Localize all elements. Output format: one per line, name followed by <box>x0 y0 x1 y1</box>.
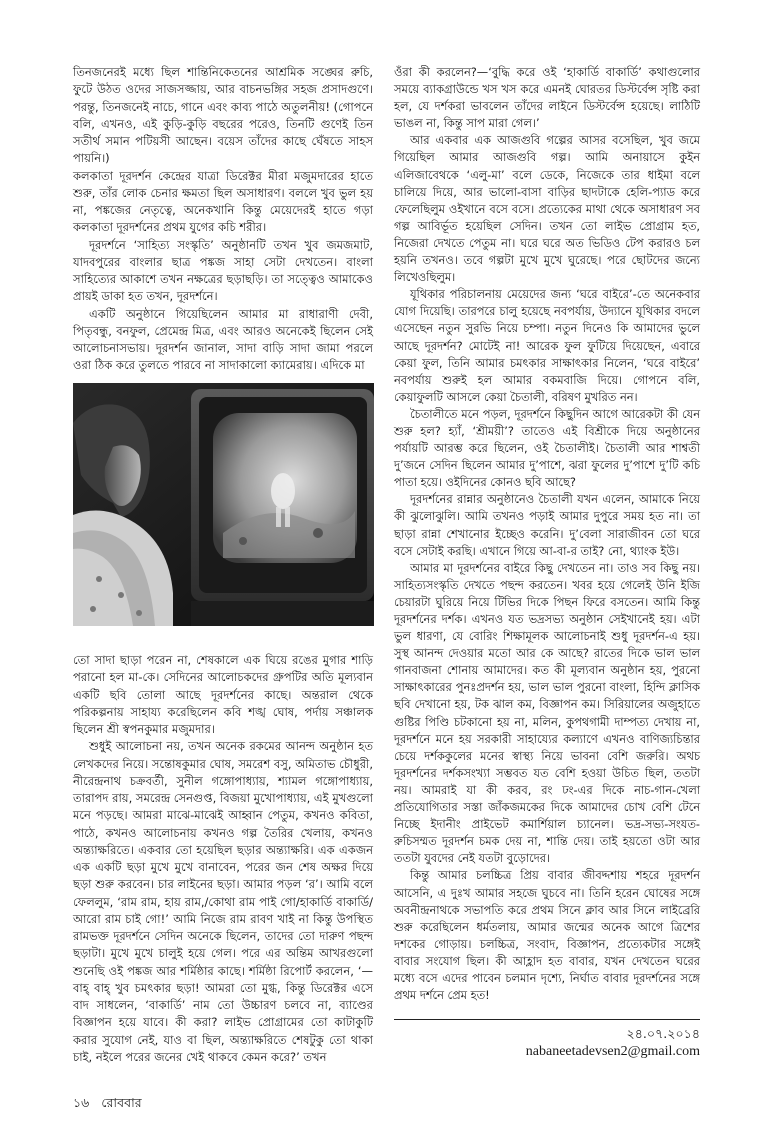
left-column-bottom <box>73 652 373 1066</box>
signature-divider <box>394 1019 700 1020</box>
paragraph: আর একবার এক আজগুবি গল্পের আসর বসেছিল, খুব জমে গিয়েছিল আমার আজগুবি গল্প। আমি অনায়াসে কুইন এলিজাবেথকে ‘এলু-মা’ বলে ডেকে, নিজেকে তার ধাইমা বলে চালিয়ে দিয়ে, আর ভালো-বাসা বাড়ির ছাদটাকে হেলি-প্যাড করে ফেলেছিলুম ওইখানে বসে বসে। প্রত্যেকের মাথা থেকে অসাধারণ সব গল্প আবির্ভূত হয়েছিল সেদিন। তখন তো লাইভ প্রোগ্রাম হত, নিজেরা দেখতে পেতুম না। ঘরে ঘরে অত ভিডিও টেপ করারও চল হয়নি তখনও। তবে গল্পটা মুখে মুখে ঘুরেছে। পরে ছোটদের জন্যে লিখেওছিলুম। <box>394 133 700 285</box>
paragraph: চৈতালীতে মনে পড়ল, দূরদর্শনে কিছুদিন আগে আরেকটা কী যেন শুরু হল? হ্যাঁ, ‘শ্রীময়ী’? তাতেও এই বিশ্রীকে দিয়ে অনুষ্ঠানের পর্যায়টি আরম্ভ করে ছিলেন, ওই চৈতালীই। চৈতালী আর শাশ্বতী দু’জনে সেদিন ছিলেন আমার দু’পাশে, ঝরা ফুলের দু’পাশে দু’টি কচি পাতা হয়ে। ওইদিনের কোনও ছবি আছে? <box>394 406 700 490</box>
photo-illustration <box>73 383 374 626</box>
page-footer <box>73 1095 150 1115</box>
right-column <box>394 64 700 1004</box>
paragraph: আমার মা দূরদর্শনের বাইরে কিছু দেখতেন না। তাও সব কিছু নয়। সাহিত্যসংস্কৃতি দেখতে পছন্দ করতেন। খবর হয়ে গেলেই উনি ইজি চেয়ারটা ঘুরিয়ে নিয়ে টিভির দিকে পিছন ফিরে বসতেন। আমি কিন্তু দূরদর্শনের দর্শক। এখনও যত ভদ্রসভ্য অনুষ্ঠান সেইখানেই হয়। এটা ভুল ধারণা, যে বোরিং শিক্ষামূলক আলোচনাই শুধু দূরদর্শন-এ হয়। সুস্থ আনন্দ দেওয়ার মতো আর কে আছে? রাতের দিকে ভাল ভাল গানবাজনা শোনায় আমাদের। কত কী মূল্যবান অনুষ্ঠান হয়, পুরনো সাক্ষাৎকারের পুনঃপ্রদর্শন হয়, ভাল ভাল পুরনো বাংলা, হিন্দি ক্লাসিক ছবি দেখানো হয়, টক ঝাল কম, বিজ্ঞাপন কম। সিরিয়ালের অজুহাতে গুষ্টির পিণ্ডি চটকানো হয় না, মলিন, কুপথগামী দাম্পত্য দেখায় না, দূরদর্শনে মনে হয় সরকারী সাহায্যের কল্যাণে এখনও বাণিজ্যচিন্তার চেয়ে দর্শককুলের মনের স্বাস্থ্য নিয়ে ভাবনা বেশি জরুরি। অথচ দূরদর্শনের দর্শকসংখ্যা সম্ভবত যত বেশি হওয়া উচিত ছিল, ততটা নয়। আমরাই যা কী করব, রং ঢং-এর দিকে নাচ-গান-খেলা প্রতিযোগিতার সস্তা জাঁকজমকের দিকে আমাদের চোখ বেশি টেনে নিচ্ছে ইদানীং প্রাইভেট কমার্শিয়াল চ্যানেল। ভদ্র-সভ্য-সংযত-রুচিসম্মত দূরদর্শন চমক দেয় না, শান্তি দেয়। তাই হয়তো ওটা আর ততটা যুবদের নেই যতটা বুড়োদের। <box>394 560 700 866</box>
article-date: ২৪.০৭.২০১৪ <box>626 1026 700 1041</box>
paragraph: কিন্তু আমার চলচ্চিত্র প্রিয় বাবার জীবদ্দশায় শহরে দূরদর্শন আসেনি, এ দুঃখ আমার সহজে ঘুচবে না। তিনি হরেন ঘোষের সঙ্গে অবনীন্দ্রনাথকে সভাপতি করে প্রথম সিনে ক্লাব আর সিনে লাইব্রেরি শুরু করেছিলেন ধর্মতলায়, আমার জন্মের অনেক আগে ত্রিশের দশকের গোড়ায়। চলচ্চিত্র, সংবাদ, বিজ্ঞাপন, প্রত্যেকটার সঙ্গেই বাবার সংযোগ ছিল। কী আহ্লাদ হত বাবার, যখন দেখতেন ঘরের মধ্যে বসে এদের পাবেন চলমান দৃশ্যে, নির্ঘাত বাবার দূরদর্শনের সঙ্গে প্রথম দর্শনে প্রেম হত! <box>394 868 700 1003</box>
paragraph: তিনজনেরই মধ্যে ছিল শান্তিনিকেতনের আশ্রমিক সঙ্ঘের রুচি, ফুটে উঠত ওদের সাজসজ্জায়, আর বাচনভঙ্গির সহজ প্রসাদগুণে। পরন্তু, তিনজনেই নাচে, গানে এবং কাব্য পাঠে অতুলনীয়! (গোপনে বলি, এখনও, এই কুড়ি-কুড়ি বছরের পরেও, তিনটি গুণেই তিন সতীর্থ সমান পটিয়সী আছেন। বয়েস তাঁদের কাছে ঘেঁষতে সাহস পায়নি।) <box>73 65 373 166</box>
magazine-name: রোববার <box>101 1095 142 1110</box>
paragraph: কলকাতা দূরদর্শন কেন্দ্রের যাত্রা ডিরেক্টর মীরা মজুমদারের হাতে শুরু, তাঁর লোক চেনার ক্ষমতা ছিল অসাধারণ। বললে খুব ভুল হয় না, পঙ্কজের নেতৃত্বে, অনেকখানি কিন্তু মেয়েদেরই হাতে গড়া কলকাতা দূরদর্শনের প্রথম যুগের কচি শরীর। <box>73 168 373 235</box>
paragraph: একটি অনুষ্ঠানে গিয়েছিলেন আমার মা রাধারাণী দেবী, পিতৃবন্ধু, বনফুল, প্রেমেন্দ্র মিত্র, এবং আরও অনেকেই ছিলেন সেই আলোচনাসভায়। দূরদর্শন জানাল, সাদা বাড়ি সাদা জামা পরলে ওরা ঠিক করে তুলতে পারবে না সাদাকালো ক্যামেরায়। এদিকে মা <box>73 306 373 373</box>
page-number: ১৬ <box>73 1095 90 1110</box>
left-column-top <box>73 64 373 375</box>
paragraph: ওঁরা কী করলেন?—‘বুদ্ধি করে ওই ‘হাকার্ডি বাকার্ডি’ কথাগুলোর সময়ে ব্যাকগ্রাউন্ডে খস খস করে এমনই ঘোরতর ডিস্টর্বেন্স সৃষ্টি করা হল, যে দর্শকরা ভাবলেন তাঁদের লাইনে ডিস্টর্বেন্স হয়েছে। লাঠিটি ভাঙল না, কিন্তু সাপ মারা গেল।’ <box>394 65 700 131</box>
paragraph: তো সাদা ছাড়া পরেন না, শেষকালে এক ঘিয়ে রঙের মুগার শাড়ি পরানো হল মা-কে। সেদিনের আলোচকদের গ্রুপটির অতি মূল্যবান একটি ছবি তোলা আছে দূরদর্শনের কাছে। অন্তরাল থেকে পরিকল্পনায় সাহায্য করেছিলেন কবি শঙ্খ ঘোষ, পর্দায় সঞ্চালক ছিলেন শ্রী স্বপনকুমার মজুমদার। <box>73 653 373 736</box>
paragraph: যূথিকার পরিচালনায় মেয়েদের জন্য ‘ঘরে বাইরে’-তে অনেকবার যোগ দিয়েছি। তারপরে চালু হয়েছে নবপর্যায়, উদ্যানে যূথিকার বদলে এসেছেন নতুন সুরভি নিয়ে চম্পা। নতুন দিনেও কি আমাদের ভুলে আছে দূরদর্শন? মোটেই না! আরেক ফুল ফুটিয়ে দিয়েছেন, এবারে কেয়া ফুল, তিনি আমার চমৎকার সাক্ষাৎকার নিলেন, ‘ঘরে বাইরে’ নবপর্যায় শুরুই হল আমার বকমবাজি দিয়ে। গোপনে বলি, কেয়াফুলটি আসলে কেয়া চৈতালী, বরিষণ মুখরিত নন। <box>394 287 700 404</box>
paragraph: শুধুই আলোচনা নয়, তখন অনেক রকমের আনন্দ অনুষ্ঠান হত লেখকদের নিয়ে। সন্তোষকুমার ঘোষ, সমরেশ বসু, অমিতাভ চৌধুরী, নীরেন্দ্রনাথ চক্রবর্তী, সুনীল গঙ্গোপাধ্যায়, শ্যামল গঙ্গোপাধ্যায়, তারাপদ রায়, সমরেন্দ্র সেনগুপ্ত, বিজয়া মুখোপাধ্যায়, এই মুখগুলো মনে পড়ছে। আমরা মাঝে-মাঝেই আহ্বান পেতুম, কখনও কবিতা, পাঠে, কখনও আলোচনায় কখনও গল্প তৈরির খেলায়, কখনও অন্ত্যাক্ষরিতে। একবার তো হয়েছিল ছড়ার অন্ত্যাক্ষরি। এক একজন এক একটি ছড়া মুখে মুখে বানাবেন, পরের জন শেষ অক্ষর দিয়ে ছড়া শুরু করবেন। চার লাইনের ছড়া। আমার পড়ল ‘র’। আমি বলে ফেললুম, ‘রাম রাম, হায় রাম,/কোথা রাম পাই গো/হাকার্ডি বাকার্ডি/আরো রাম চাই গো!’ আমি নিজে রাম রাবণ খাই না কিন্তু উপস্থিত রামভক্ত দূরদর্শনে সেদিন অনেকে ছিলেন, তাদের তো দারুণ পছন্দ ছড়াটা। মুখে মুখে চালুই হয়ে গেল। পরে এর অন্তিম আখরগুলো শুনেছি ওই পঙ্কজ আর শর্মিষ্ঠার কাছে। শর্মিষ্ঠা রিপোর্ট করলেন, ‘—বাহ্ বাহ্ খুব চমৎকার ছড়া! আমরা তো মুগ্ধ, কিন্তু ডিরেক্টর এসে বাদ সাধলেন, ‘বাকার্ডি’ নাম তো উচ্চারণ চলবে না, ব্যাণ্ডের বিজ্ঞাপন হয়ে যাবে। কী করা? লাইভ প্রোগ্রামের তো কাটাকুটি করার সুযোগ নেই, যাও বা ছিল, অন্ত্যাক্ষরিতে শেষটুকু তো থাকা চাই, নইলে পরের জনের খেই থাকবে কেমন করে?’ তখন <box>73 739 373 1064</box>
paragraph: দূরদর্শনে ‘সাহিত্য সংস্কৃতি’ অনুষ্ঠানটি তখন খুব জমজমাট, যাদবপুরের বাংলার ছাত্র পঙ্কজ সাহা সেটা দেখতেন। বাংলা সাহিত্যের আকাশে তখন নক্ষত্রের ছড়াছড়ি। তা সত্ত্বেও আমাকেও প্রায়ই ডাকা হত তখন, দূরদর্শনে। <box>73 237 373 304</box>
paragraph: দূরদর্শনের রান্নার অনুষ্ঠানেও চৈতালী যখন এলেন, আমাকে নিয়ে কী ঝুলোঝুলি। আমি তখনও পড়াই আমার দুপুরে সময় হত না। তা ছাড়া রান্না শেখানোর ইচ্ছেও করেনি। দু’বেলা সারাজীবন তো ঘরে বসে সেটাই করছি। এখানে গিয়ে আ-বা-র তাই? নো, থ্যাংক ইউ। <box>394 492 700 558</box>
author-email: nabaneetadevsen2@gmail.com <box>525 1044 700 1059</box>
photo-child-watching-moon-landing-tv <box>73 383 374 626</box>
